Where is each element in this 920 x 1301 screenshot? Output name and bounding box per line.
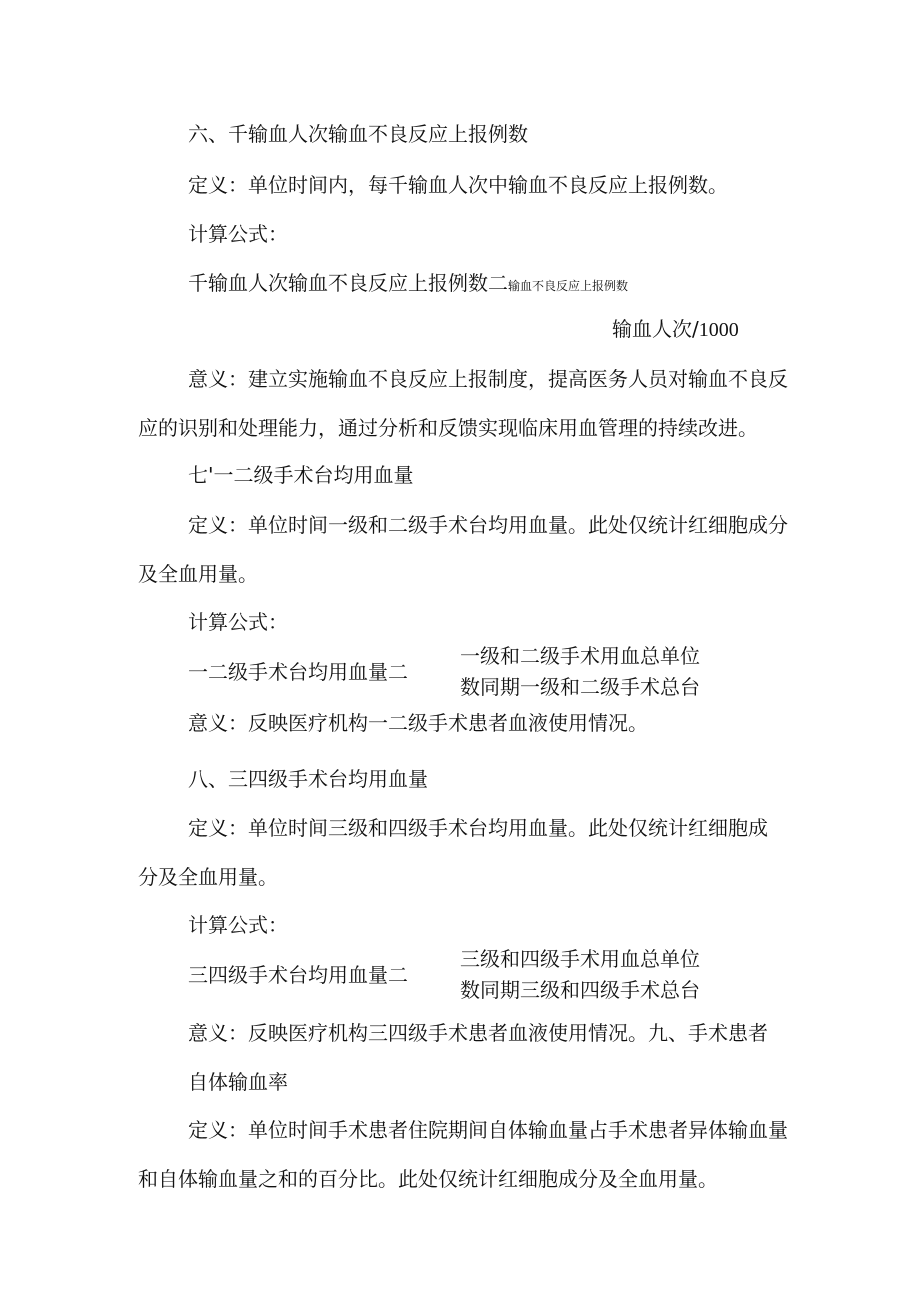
formula-denominator-text: 输血人次/ [612,317,699,341]
section-7-formula-right-2: 数同期一级和二级手术总台 [460,675,700,699]
section-7-definition-line-2: 及全血用量。 [138,562,258,586]
section-6-meaning-line-1: 意义：建立实施输血不良反应上报制度，提高医务人员对输血不良反 [188,367,788,391]
section-6-definition: 定义：单位时间内，每千输血人次中输血不良反应上报例数。 [188,173,728,197]
formula-lhs: 千输血人次输血不良反应上报例数二 [188,271,508,295]
section-6-meaning-line-2: 应的识别和处理能力，通过分析和反馈实现临床用血管理的持续改进。 [138,416,758,440]
section-8-formula-right-2: 数同期三级和四级手术总台 [460,978,700,1002]
formula-numerator: 输血不良反应上报例数 [508,279,629,293]
section-8-formula-label: 计算公式： [188,913,288,937]
section-6-formula [188,270,628,299]
section-7-heading: 七'一二级手术台均用血量 [188,463,414,487]
section-8-formula-right-1: 三级和四级手术用血总单位 [460,947,700,971]
section-8-definition-line-2: 分及全血用量。 [138,865,278,889]
section-7-formula-label: 计算公式： [188,610,288,634]
section-8-meaning-line-1: 意义：反映医疗机构三四级手术患者血液使用情况。九、手术患者 [188,1021,768,1045]
section-6-formula-label: 计算公式： [188,222,288,246]
section-9-definition-line-2: 和自体输血量之和的百分比。此处仅统计红细胞成分及全血用量。 [138,1167,718,1191]
section-7-meaning: 意义：反映医疗机构一二级手术患者血液使用情况。 [188,711,648,735]
section-9-definition-line-1: 定义：单位时间手术患者住院期间自体输血量占手术患者异体输血量 [188,1118,788,1142]
section-7-definition-line-1: 定义：单位时间一级和二级手术台均用血量。此处仅统计红细胞成分 [188,513,788,537]
section-8-formula-lhs: 三四级手术台均用血量二 [188,963,408,987]
section-8-definition-line-1: 定义：单位时间三级和四级手术台均用血量。此处仅统计红细胞成 [188,816,768,840]
section-9-heading: 自体输血率 [188,1070,288,1094]
section-8-heading: 八、三四级手术台均用血量 [188,767,428,791]
section-6-heading: 六、千输血人次输血不良反应上报例数 [188,122,528,146]
section-6-formula-denominator [612,316,739,343]
section-7-formula-right-1: 一级和二级手术用血总单位 [460,644,700,668]
formula-denominator-number: 1000 [698,319,739,341]
section-7-formula-lhs: 一二级手术台均用血量二 [188,660,408,684]
